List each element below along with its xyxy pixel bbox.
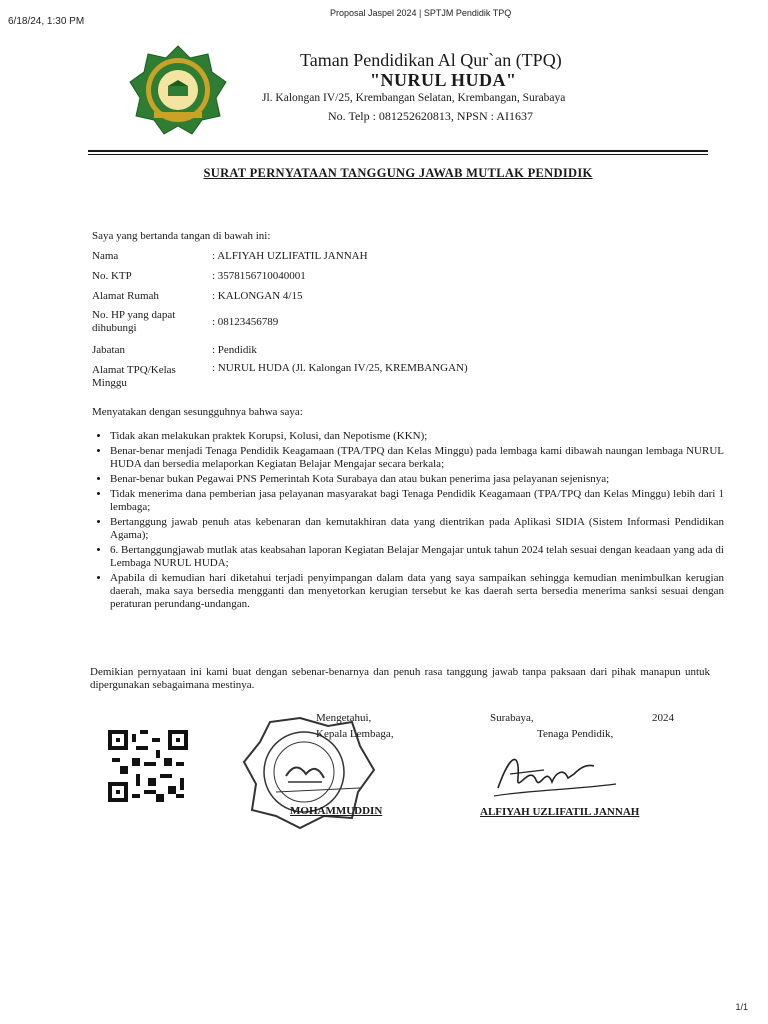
page-number: 1/1 <box>735 1002 748 1012</box>
statement-item: • Benar-benar bukan Pegawai PNS Pemerintah Kota Surabaya dan atau bukan penerima jasa pelayanan sejenisnya; <box>110 473 724 486</box>
letterhead-divider <box>88 150 708 152</box>
print-datetime: 6/18/24, 1:30 PM <box>8 16 85 27</box>
institution-name: "NURUL HUDA" <box>370 70 517 90</box>
statement-item: • 6. Bertanggungjawab mutlak atas keabsahan laporan Kegiatan Belajar Mengajar untuk tahun 2024 telah sesuai dengan keadaan yang ada di Lembaga NURUL HUDA; <box>110 544 724 570</box>
field-value-position: : Pendidik <box>212 344 257 356</box>
field-value-ktp: : 3578156710040001 <box>212 270 306 282</box>
document-title: SURAT PERNYATAAN TANGGUNG JAWAB MUTLAK PENDIDIK <box>203 166 593 180</box>
head-role-label: Kepala Lembaga, <box>316 728 394 740</box>
closing-text: Demikian pernyataan ini kami buat dengan sebenar-benarnya dan penuh rasa tanggung jawab tanpa paksaan dari pihak manapun untuk dipergunakan sebagaimana mestinya. <box>90 666 710 691</box>
teacher-signature-icon <box>490 744 620 804</box>
print-document-title: Proposal Jaspel 2024 | SPTJM Pendidik TPQ <box>330 8 512 18</box>
teacher-name: ALFIYAH UZLIFATIL JANNAH <box>480 806 640 818</box>
statement-item: • Bertanggung jawab penuh atas kebenaran dan kemutakhiran data yang dientrikan pada Aplikasi SIDIA (Sistem Informasi Pendidikan Agama); <box>110 516 724 542</box>
field-value-tpq-address: : NURUL HUDA (Jl. Kalongan IV/25, KREMBANGAN) <box>212 362 468 374</box>
statement-item: • Benar-benar menjadi Tenaga Pendidik Keagamaan (TPA/TPQ dan Kelas Minggu) pada lembaga kami dibawah naungan lembaga NURUL HUDA dan bersedia melaporkan Kegiatan Belajar Mengajar secara berkala; <box>110 445 724 471</box>
field-label-name: Nama <box>92 250 119 262</box>
intro-text: Saya yang bertanda tangan di bawah ini: <box>92 230 271 242</box>
field-value-address: : KALONGAN 4/15 <box>212 290 303 302</box>
signing-year: 2024 <box>652 712 674 724</box>
statement-item: • Apabila di kemudian hari diketahui terjadi penyimpangan dalam data yang saya sampaikan sehingga kemudian menimbulkan kerugian daerah, maka saya bersedia mengganti dan menyetorkan kerugian tersebut ke kas daerah serta bersedia menerima sanksi sesuai dengan peraturan perundang-undangan. <box>110 572 724 611</box>
head-name: MOHAMMUDDIN <box>290 805 383 817</box>
letterhead-divider-thin <box>88 154 708 155</box>
statement-list <box>96 430 724 613</box>
field-label-tpq-address: Alamat TPQ/Kelas Minggu <box>92 364 176 389</box>
qr-code-icon <box>108 730 188 802</box>
statement-intro: Menyatakan dengan sesungguhnya bahwa saya: <box>92 406 303 418</box>
field-value-phone: : 08123456789 <box>212 316 279 328</box>
institution-type: Taman Pendidikan Al Qur`an (TPQ) <box>300 50 562 70</box>
field-label-ktp: No. KTP <box>92 270 132 282</box>
institution-logo <box>128 44 228 136</box>
statement-item: • Tidak akan melakukan praktek Korupsi, Kolusi, dan Nepotisme (KKN); <box>110 430 724 443</box>
statement-item: • Tidak menerima dana pemberian jasa pelayanan masyarakat bagi Tenaga Pendidik Keagamaan (TPA/TPQ dan Kelas Minggu) lebih dari 1 lembaga; <box>110 488 724 514</box>
field-value-name: : ALFIYAH UZLIFATIL JANNAH <box>212 250 368 262</box>
acknowledgement-label: Mengetahui, <box>316 712 372 724</box>
signing-city: Surabaya, <box>490 712 534 724</box>
field-label-position: Jabatan <box>92 344 125 356</box>
field-label-address: Alamat Rumah <box>92 290 159 302</box>
field-label-phone: No. HP yang dapat dihubungi <box>92 309 176 334</box>
institution-address: Jl. Kalongan IV/25, Krembangan Selatan, Krembangan, Surabaya <box>262 92 566 104</box>
institution-contact: No. Telp : 081252620813, NPSN : AI1637 <box>328 109 533 123</box>
teacher-role-label: Tenaga Pendidik, <box>537 728 614 740</box>
